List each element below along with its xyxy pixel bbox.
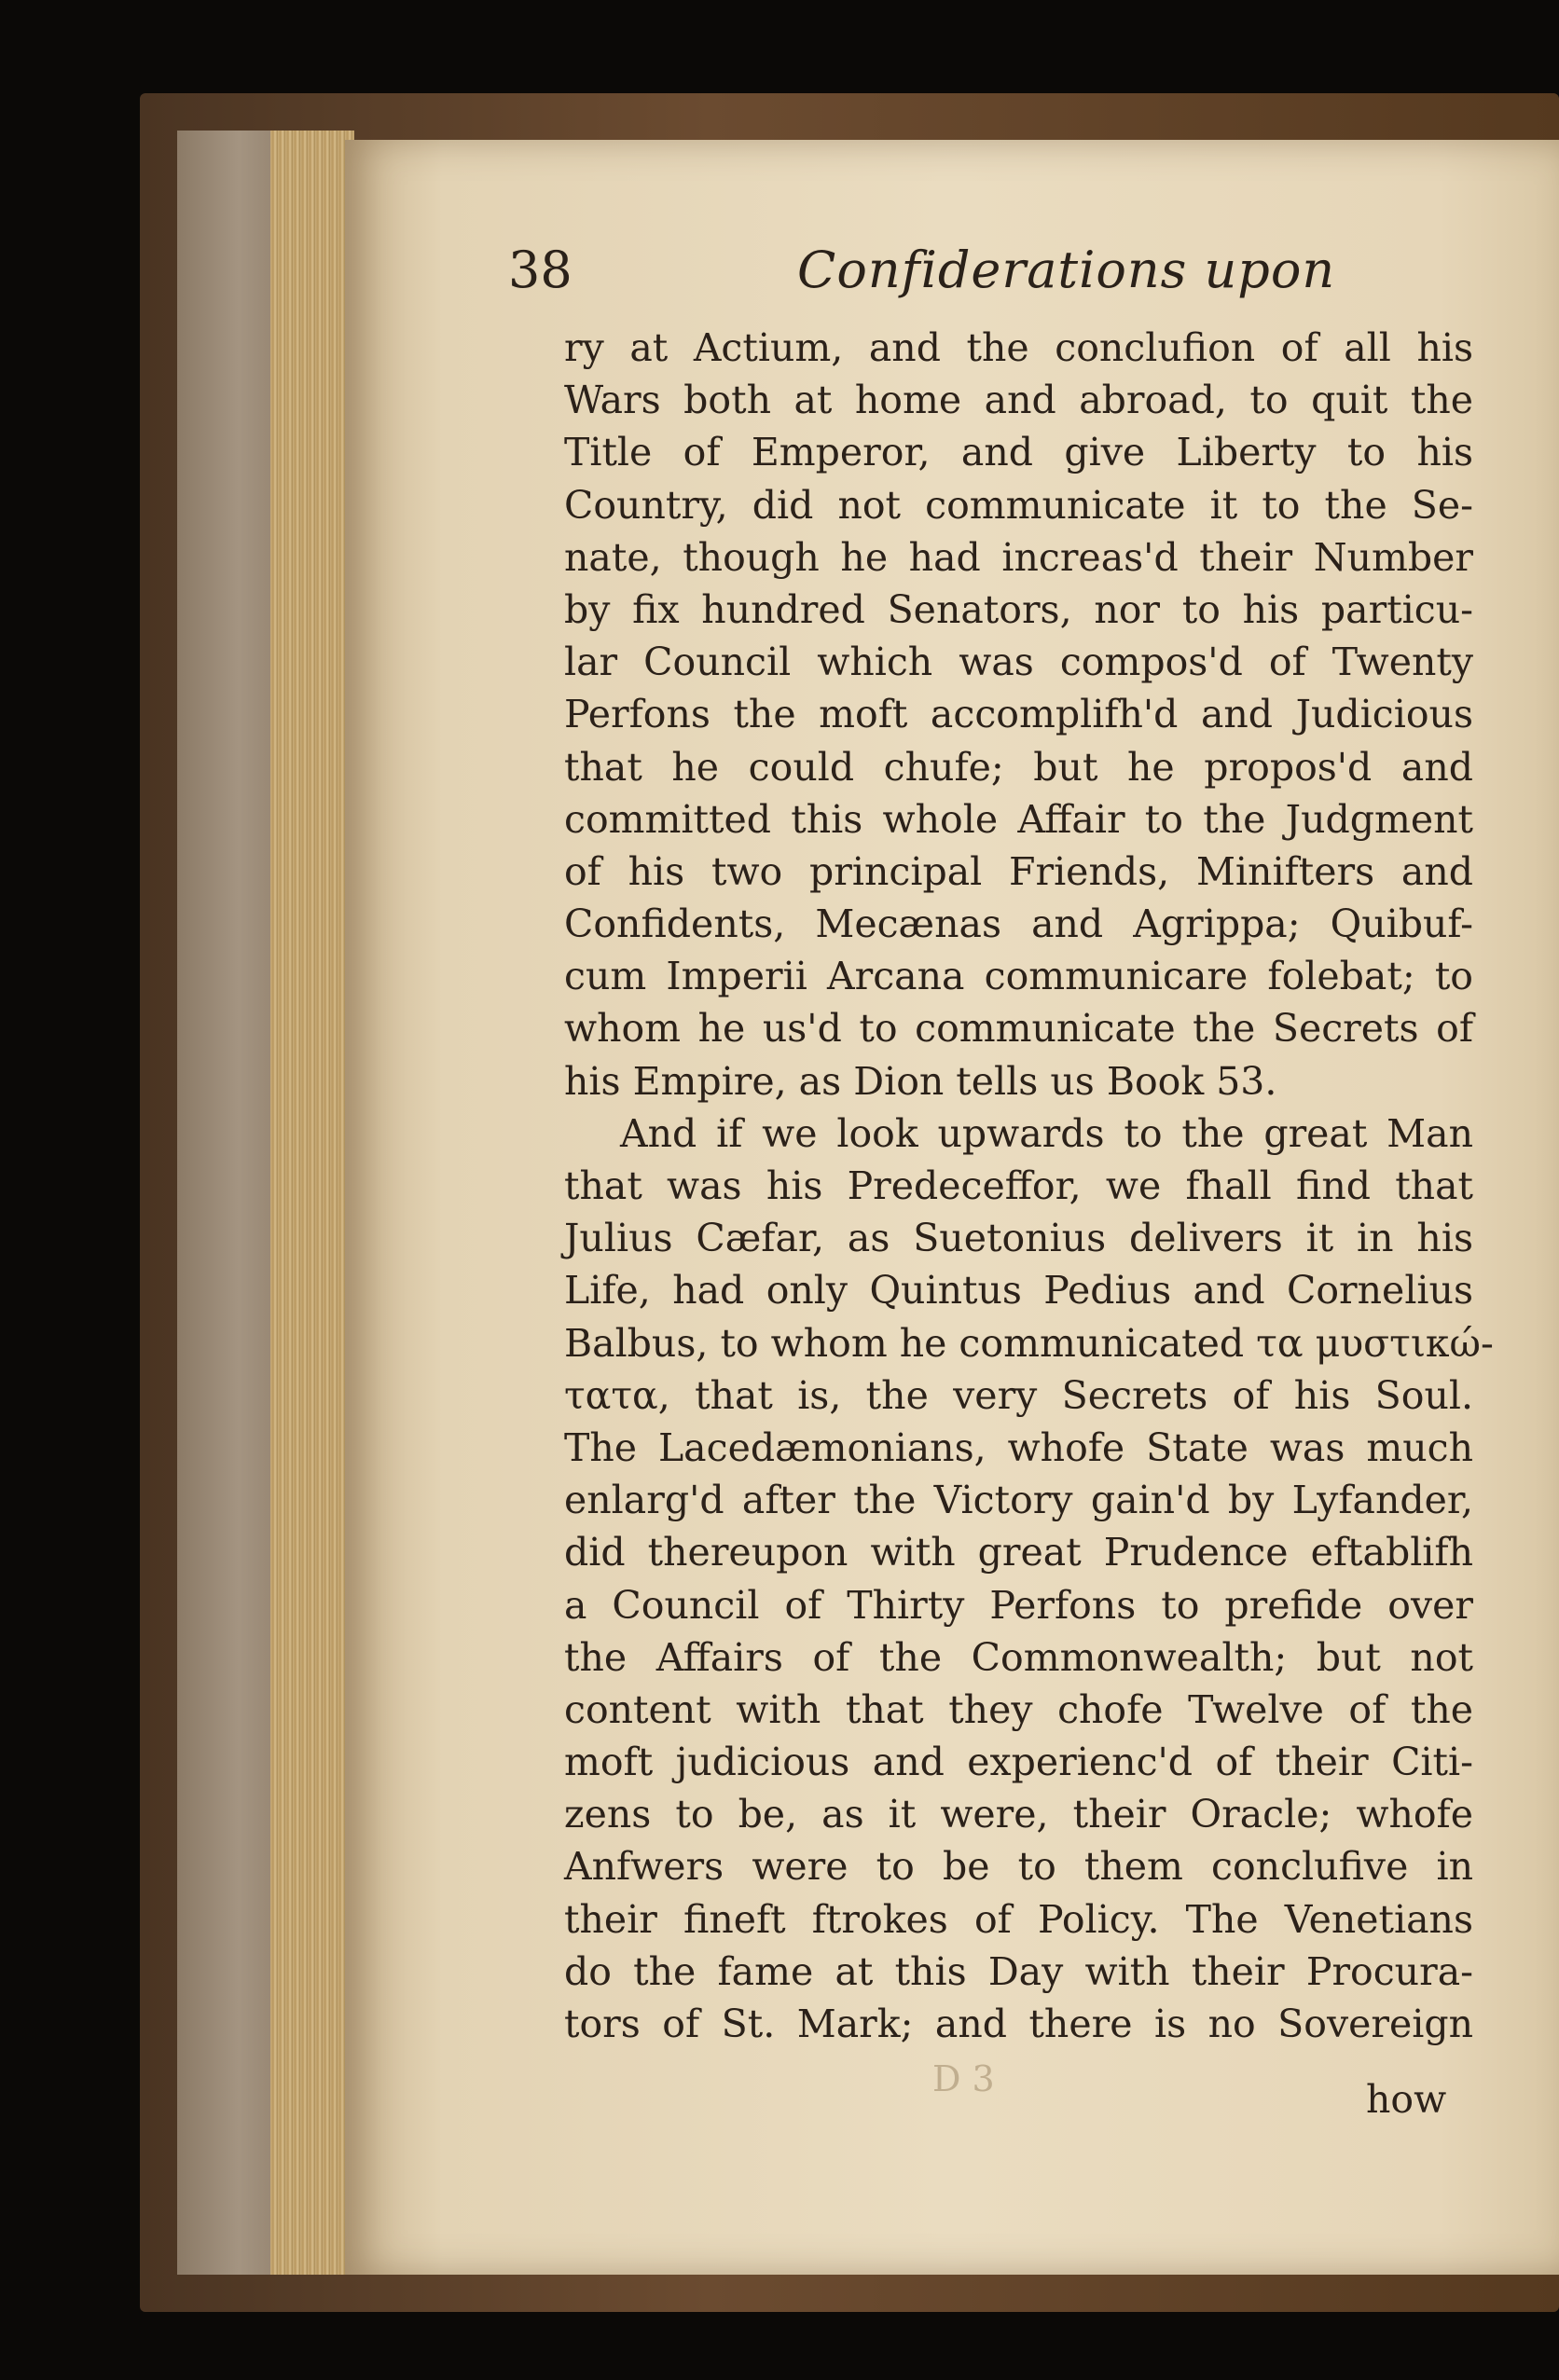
page-edges <box>270 131 354 2275</box>
signature-mark: D 3 <box>932 2058 995 2099</box>
text-line: The Lacedæmonians, whofe State was much <box>564 1424 1473 1470</box>
text-line: lar Council which was compos'd of Twenty <box>564 640 1473 685</box>
text-line: that he could chufe; but he propos'd and <box>564 744 1473 790</box>
endpaper <box>177 131 280 2275</box>
text-line: do the fame at this Day with their Procura- <box>564 1948 1473 1994</box>
text-line: zens to be, as it were, their Oracle; whofe <box>564 1792 1473 1837</box>
text-line: Life, had only Quintus Pedius and Cornelius <box>564 1268 1473 1314</box>
text-line: whom he us'd to communicate the Secrets of <box>564 1006 1473 1052</box>
text-line: by fix hundred Senators, nor to his particu- <box>564 586 1473 632</box>
text-line: did thereupon with great Prudence eftablifh <box>564 1530 1473 1575</box>
text-line: And if we look upwards to the great Man <box>620 1110 1473 1156</box>
text-line: Anfwers were to be to them conclufive in <box>564 1844 1473 1890</box>
text-line: that was his Predeceffor, we fhall find that <box>564 1163 1473 1208</box>
text-line: Balbus, to whom he communicated τα μυστικώ- <box>564 1320 1494 1366</box>
text-line: Wars both at home and abroad, to quit the <box>564 378 1473 423</box>
running-head: Confiderations upon <box>797 241 1336 299</box>
text-line: Title of Emperor, and give Liberty to his <box>564 430 1473 475</box>
text-line: cum Imperii Arcana communicare folebat; to <box>564 954 1473 999</box>
text-line: moft judicious and experienc'd of their Citi- <box>564 1740 1473 1785</box>
text-line: τατα, that is, the very Secrets of his Soul. <box>564 1372 1473 1418</box>
text-line: of his two principal Friends, Minifters and <box>564 848 1473 894</box>
text-line: Confidents, Mecænas and Agrippa; Quibuf- <box>564 901 1473 947</box>
text-line: tors of St. Mark; and there is no Sovereign <box>564 2002 1473 2046</box>
catchword: how <box>1366 2077 1447 2122</box>
text-line: their fineft ftrokes of Policy. The Venetians <box>564 1896 1473 1942</box>
text-line: ry at Actium, and the conclufion of all his <box>564 325 1473 370</box>
text-line: his Empire, as Dion tells us Book 53. <box>564 1058 1277 1104</box>
text-line: enlarg'd after the Victory gain'd by Lyfander, <box>564 1478 1473 1523</box>
body-text <box>564 322 1494 2050</box>
text-line: content with that they chofe Twelve of the <box>564 1686 1473 1732</box>
text-line: Julius Cæfar, as Suetonius delivers it in his <box>564 1216 1473 1261</box>
text-line: Perfons the moft accomplifh'd and Judicious <box>564 692 1473 737</box>
text-line: Country, did not communicate it to the Se- <box>564 482 1473 528</box>
page-number: 38 <box>508 241 573 299</box>
page-header <box>508 241 1497 306</box>
text-line: a Council of Thirty Perfons to prefide over <box>564 1582 1473 1628</box>
text-line: nate, though he had increas'd their Number <box>564 534 1473 580</box>
text-line: committed this whole Affair to the Judgment <box>564 796 1473 842</box>
text-line: the Affairs of the Commonwealth; but not <box>564 1634 1473 1680</box>
